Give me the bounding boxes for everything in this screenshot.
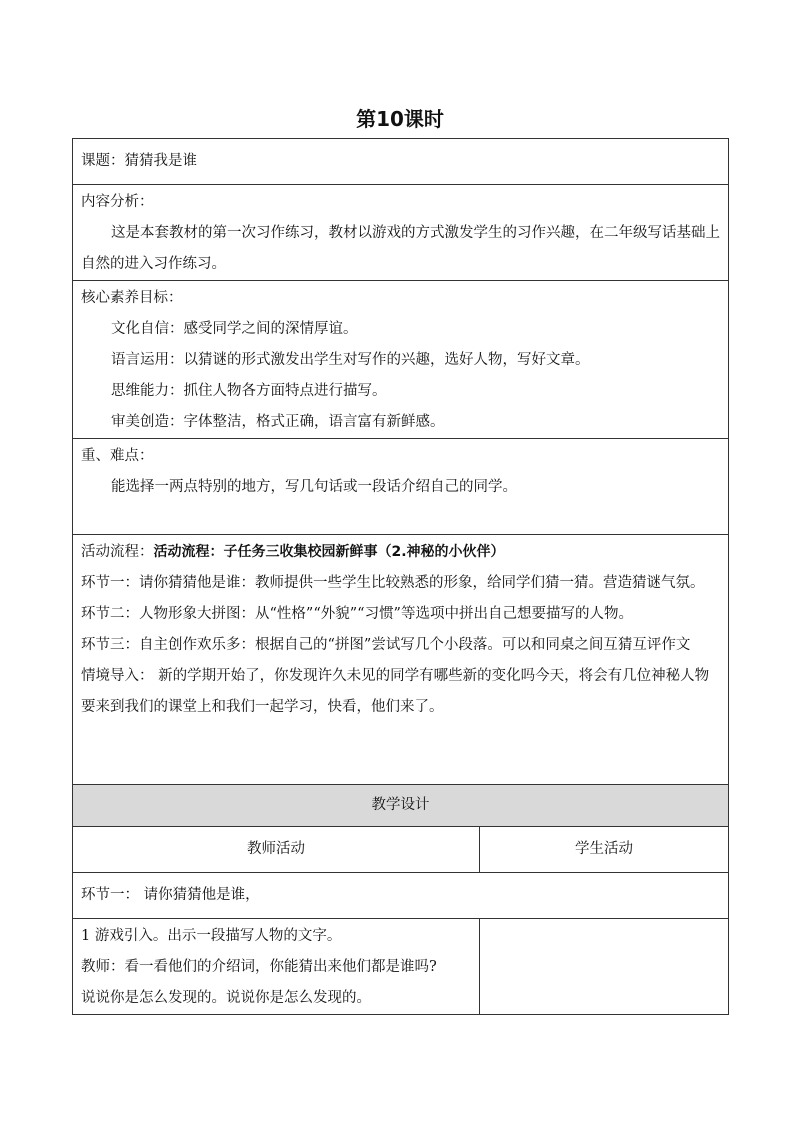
lesson-plan-table: [72, 138, 729, 1015]
lesson-row: [73, 139, 729, 185]
lesson-label: 课题：: [81, 153, 125, 169]
teacher-column-header: 教师活动: [73, 827, 480, 873]
teacher-line: 1 游戏引入。出示一段描写人物的文字。: [81, 928, 342, 944]
core-goals-label: 核心素养目标：: [81, 290, 183, 306]
teacher-line: 教师：看一看他们的介绍词，你能猜出来他们都是谁吗?: [81, 959, 437, 975]
student-activity-cell: [480, 919, 729, 1015]
design-columns-row: [73, 827, 729, 873]
lesson-value: 猜猜我是谁: [124, 153, 197, 169]
content-analysis-row: [73, 185, 729, 281]
core-goal-item: 文化自信：感受同学之间的深情厚谊。: [111, 321, 358, 337]
activity-step: 环节一：请你猜猜他是谁：教师提供一些学生比较熟悉的形象，给同学们猜一猜。营造猜谜气氛。: [81, 575, 705, 591]
lesson-cell: [73, 139, 729, 185]
design-header: 教学设计: [73, 785, 729, 827]
activity-flow-label: 活动流程：: [81, 544, 154, 560]
content-analysis-text: 这是本套教材的第一次习作练习，教材以游戏的方式激发学生的习作兴趣，在二年级写话基础上自然的进入习作练习。: [81, 225, 720, 272]
design-content-row: [73, 919, 729, 1015]
key-points-text: 能选择一两点特别的地方，写几句话或一段话介绍自己的同学。: [111, 479, 517, 495]
core-goal-item: 思维能力：抓住人物各方面特点进行描写。: [111, 383, 387, 399]
activity-step: 环节二：人物形象大拼图：从“性格”“外貌”“习惯”等选项中拼出自己想要描写的人物。: [81, 606, 633, 622]
teacher-activity-cell: [73, 919, 480, 1015]
content-analysis-cell: [73, 185, 729, 281]
student-column-header: 学生活动: [480, 827, 729, 873]
core-goal-item: 审美创造：字体整洁，格式正确，语言富有新鲜感。: [111, 414, 445, 430]
activity-flow-row: [73, 535, 729, 785]
design-section-title: 环节一： 请你猜猜他是谁，: [73, 873, 729, 919]
core-goal-item: 语言运用：以猜谜的形式激发出学生对写作的兴趣，选好人物，写好文章。: [111, 352, 590, 368]
core-goals-row: [73, 281, 729, 439]
activity-step: 情境导入： 新的学期开始了，你发现许久未见的同学有哪些新的变化吗今天，将会有几位神秘人物要来到我们的课堂上和我们一起学习，快看，他们来了。: [81, 668, 710, 715]
key-points-label: 重、难点：: [81, 448, 154, 464]
key-points-cell: [73, 439, 729, 535]
design-header-row: [73, 785, 729, 827]
design-section-row: [73, 873, 729, 919]
teacher-line: 说说你是怎么发现的。说说你是怎么发现的。: [81, 990, 371, 1006]
activity-flow-heading-line: [81, 537, 720, 568]
content-analysis-label: 内容分析：: [81, 194, 154, 210]
key-points-row: [73, 439, 729, 535]
activity-step: 环节三：自主创作欢乐多：根据自己的“拼图”尝试写几个小段落。可以和同桌之间互猜互评作文: [81, 637, 691, 653]
activity-flow-cell: [73, 535, 729, 785]
core-goals-cell: [73, 281, 729, 439]
page-title: 第10课时: [356, 107, 444, 131]
activity-flow-heading: 活动流程：子任务三收集校园新鲜事（2.神秘的小伙伴）: [153, 544, 505, 560]
